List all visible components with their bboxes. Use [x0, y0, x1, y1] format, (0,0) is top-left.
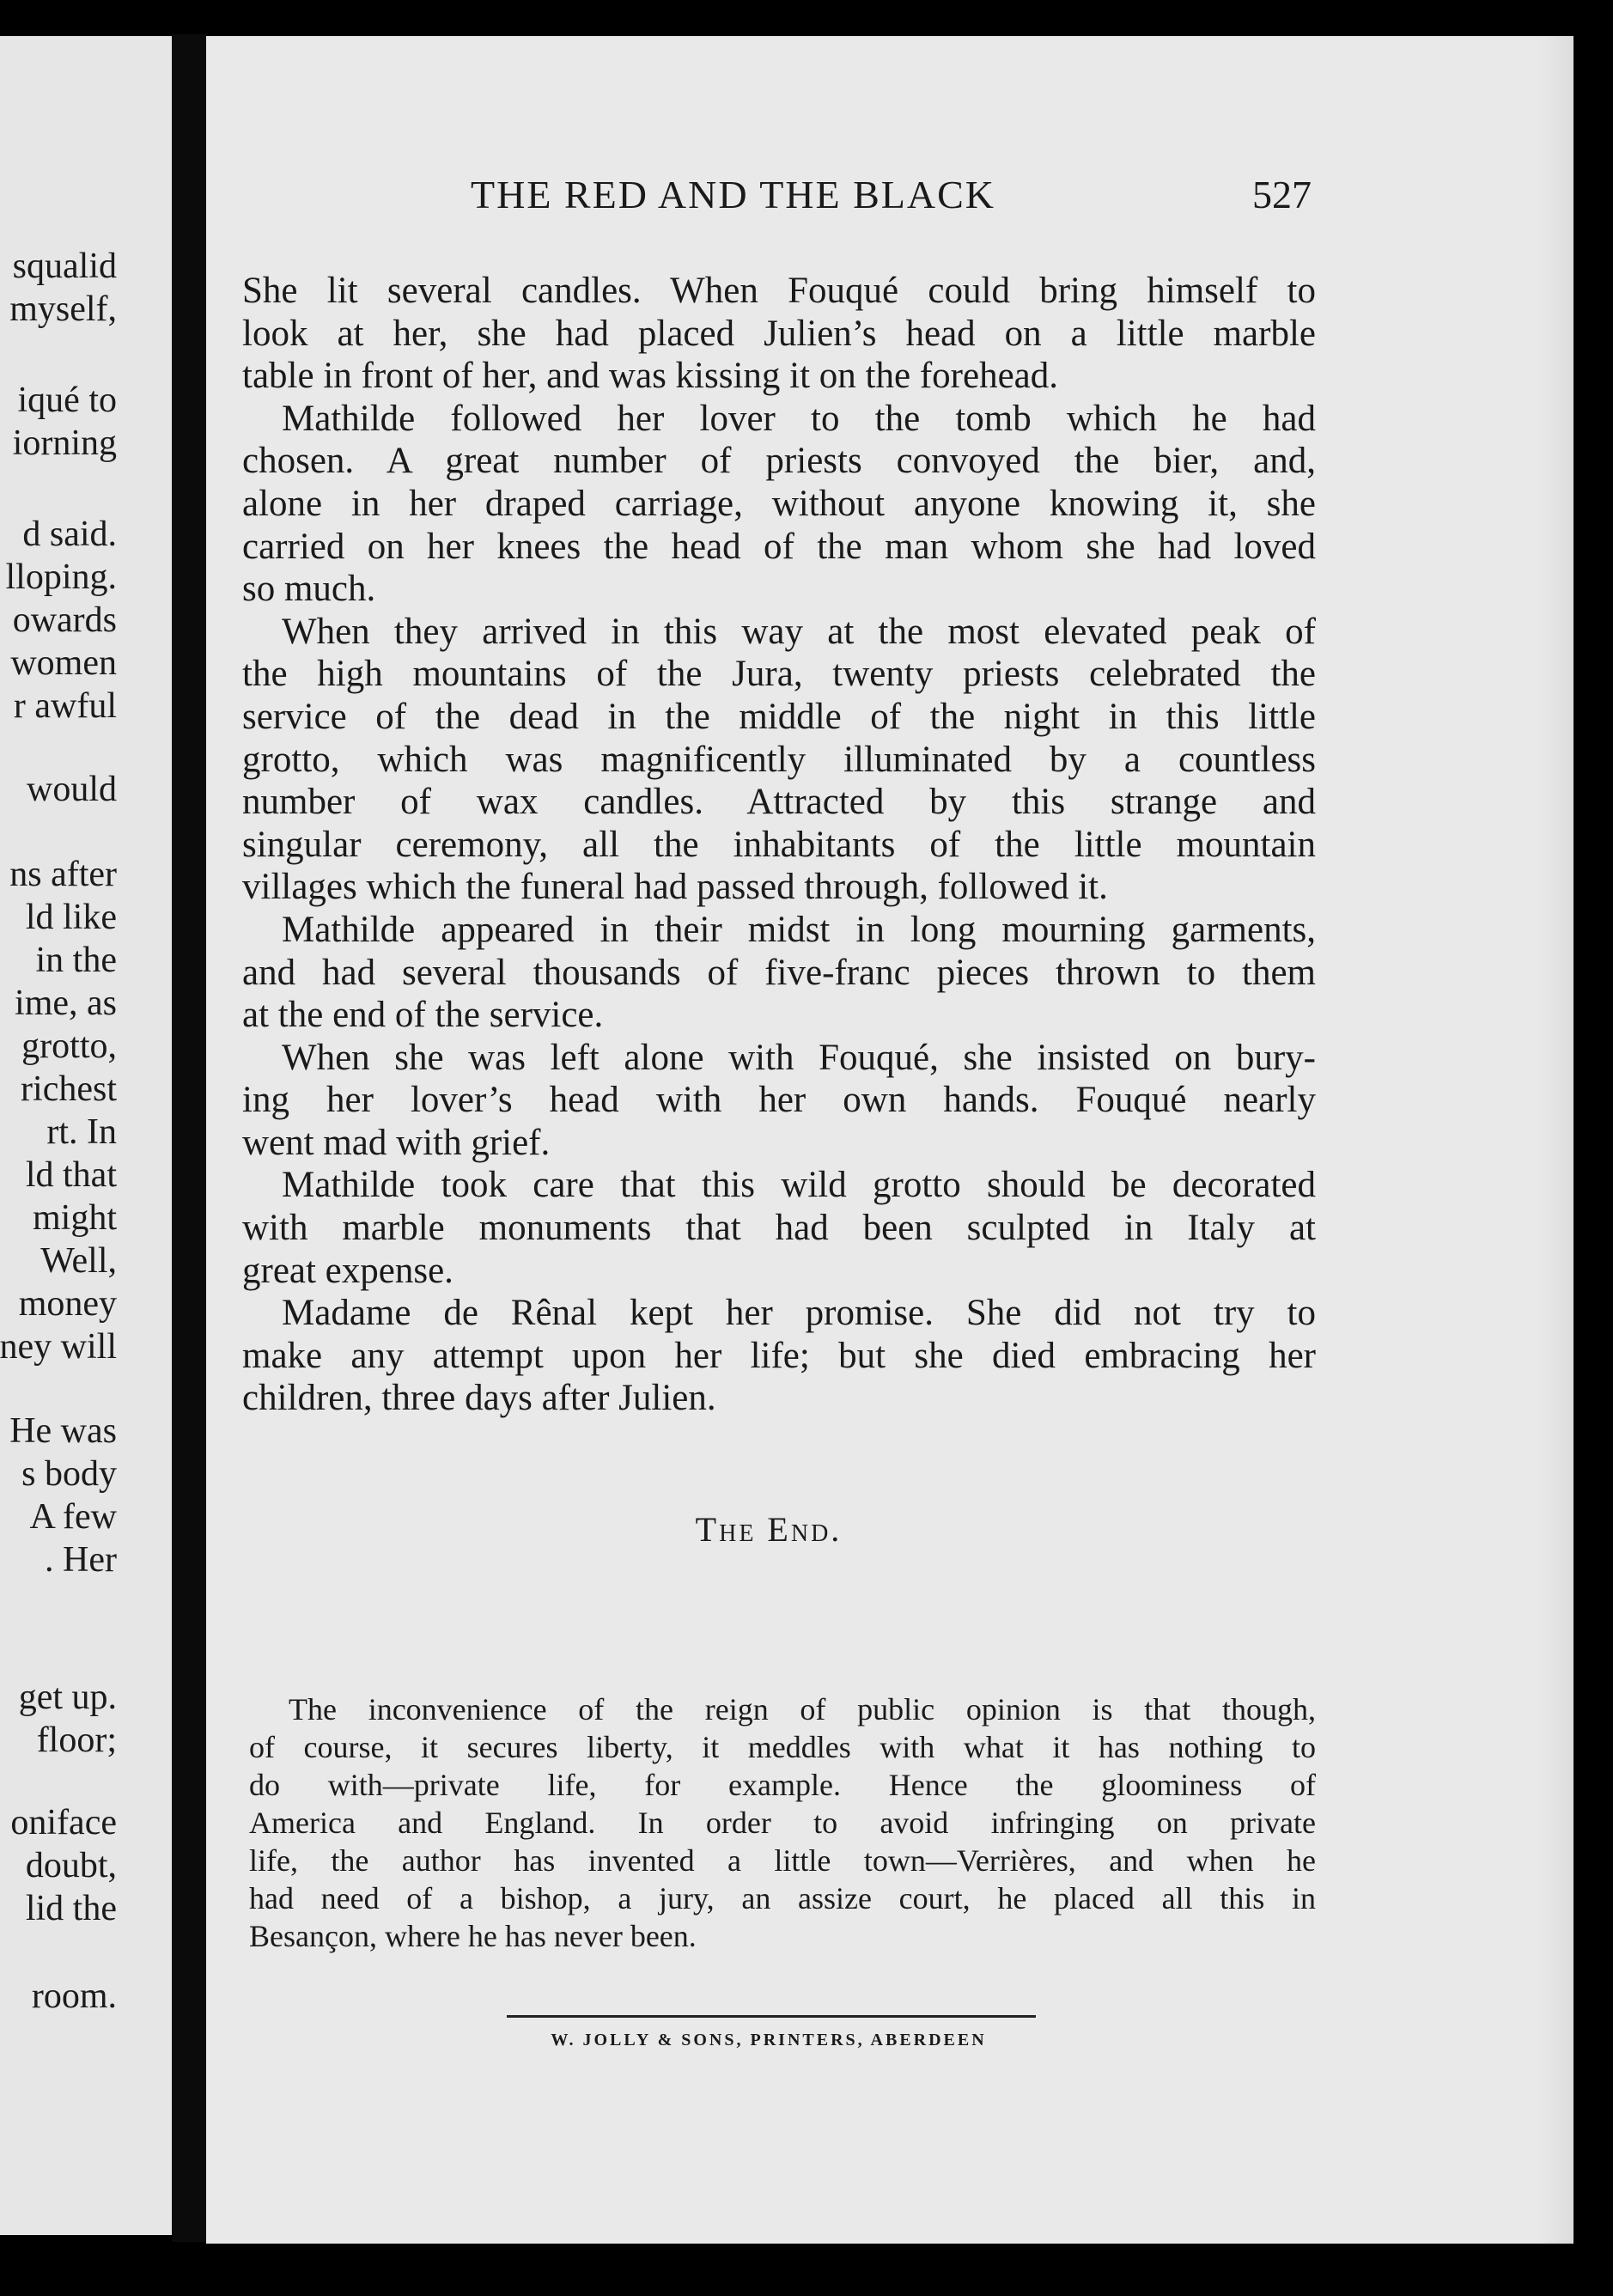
left-page-line: s body — [21, 1454, 117, 1494]
left-page-line: ld that — [25, 1155, 117, 1195]
text-line: Madame de Rênal kept her promise. She did not try to — [282, 1293, 1316, 1334]
paragraph — [242, 1037, 1316, 1165]
text-line: with marble monuments that had been sculpted in Italy at — [242, 1208, 1316, 1249]
text-line: number of wax candles. Attracted by this strange and — [242, 782, 1316, 823]
text-line: the high mountains of the Jura, twenty priests celebrated the — [242, 654, 1316, 695]
paragraph — [242, 398, 1316, 611]
left-page-line: A few — [29, 1497, 117, 1537]
left-page-line: doubt, — [25, 1846, 117, 1885]
left-page-line: ime, as — [15, 984, 117, 1023]
text-line: She lit several candles. When Fouqué could bring himself to — [242, 271, 1316, 311]
left-page-line: might — [32, 1198, 117, 1238]
left-page-line: squalid — [12, 247, 117, 286]
left-page-line: get up. — [18, 1678, 117, 1717]
left-page-line: money — [18, 1284, 117, 1324]
paragraph — [242, 1292, 1316, 1420]
text-line: When they arrived in this way at the most elevated peak of — [282, 611, 1316, 652]
text-line: Mathilde took care that this wild grotto should be decorated — [282, 1165, 1316, 1206]
page-number: 527 — [1252, 173, 1312, 216]
left-page-line: would — [27, 770, 117, 809]
left-page-line: d said. — [22, 515, 117, 554]
paragraph — [242, 611, 1316, 909]
left-page-line: richest — [21, 1069, 117, 1109]
left-page-line: lid the — [25, 1889, 117, 1928]
footnote-line: America and England. In order to avoid infringing on private — [249, 1806, 1316, 1840]
text-line: at the end of the service. — [242, 995, 604, 1036]
running-title: THE RED AND THE BLACK — [471, 173, 996, 216]
left-page-line: room. — [31, 1976, 117, 2016]
left-page-line: ns after — [9, 855, 117, 894]
paragraph — [242, 270, 1316, 398]
left-page-line: oniface — [10, 1803, 117, 1842]
text-line: singular ceremony, all the inhabitants of the little mountain — [242, 824, 1316, 865]
text-line: villages which the funeral had passed through, followed it. — [242, 867, 1108, 908]
left-page-line: floor; — [36, 1720, 117, 1760]
left-page-line: . Her — [45, 1540, 117, 1580]
footnote-line: had need of a bishop, a jury, an assize court, he placed all this in — [249, 1881, 1316, 1915]
footnote-line: The inconvenience of the reign of public opinion is that though, — [289, 1692, 1316, 1727]
text-line: so much. — [242, 569, 376, 610]
body-text — [242, 270, 1316, 1420]
text-line: and had several thousands of five-franc pieces thrown to them — [242, 952, 1316, 993]
text-line: service of the dead in the middle of the night in this little — [242, 696, 1316, 737]
left-page-line: owards — [12, 600, 117, 640]
left-page-line: He was — [9, 1411, 117, 1451]
left-page-line: ld like — [25, 898, 117, 937]
footnote-line: do with—private life, for example. Hence the gloominess of — [249, 1768, 1316, 1802]
footnote-line: life, the author has invented a little town—Verrières, and when he — [249, 1843, 1316, 1878]
right-page — [206, 36, 1573, 2244]
left-page-line: rt. In — [46, 1112, 117, 1152]
text-line: table in front of her, and was kissing it on the forehead. — [242, 356, 1058, 397]
text-line: make any attempt upon her life; but she died embracing her — [242, 1335, 1316, 1376]
text-line: children, three days after Julien. — [242, 1378, 716, 1419]
text-line: went mad with grief. — [242, 1122, 551, 1163]
text-line: Mathilde appeared in their midst in long mourning garments, — [282, 909, 1316, 950]
book-gutter — [172, 34, 206, 2242]
left-facing-page — [0, 36, 172, 2235]
text-line: When she was left alone with Fouqué, she insisted on bury- — [282, 1037, 1316, 1078]
printer-imprint: W. JOLLY & SONS, PRINTERS, ABERDEEN — [551, 2031, 987, 2049]
left-page-line: iqué to — [17, 381, 117, 420]
left-page-line: grotto, — [21, 1026, 117, 1066]
text-line: grotto, which was magnificently illuminated by a countless — [242, 739, 1316, 780]
page-edge-shading — [1539, 36, 1573, 2244]
text-line: chosen. A great number of priests convoyed the bier, and, — [242, 441, 1316, 482]
paragraph — [242, 909, 1316, 1037]
left-page-line: iorning — [12, 423, 117, 463]
text-line: Mathilde followed her lover to the tomb which he had — [282, 398, 1316, 439]
left-page-line: in the — [35, 941, 117, 980]
paragraph — [242, 1164, 1316, 1292]
printer-rule — [507, 2015, 1036, 2018]
left-page-line: r awful — [13, 686, 117, 726]
text-line: ing her lover’s head with her own hands. Fouqué nearly — [242, 1080, 1316, 1121]
footnote-line: Besançon, where he has never been. — [249, 1919, 697, 1953]
text-line: alone in her draped carriage, without anyone knowing it, she — [242, 483, 1316, 524]
left-page-line: myself, — [9, 289, 117, 329]
text-line: great expense. — [242, 1250, 453, 1291]
left-page-line: women — [10, 643, 117, 683]
the-end-heading: The End. — [695, 1510, 843, 1549]
left-page-line: lloping. — [5, 557, 117, 597]
text-line: carried on her knees the head of the man whom she had loved — [242, 526, 1316, 567]
text-line: look at her, she had placed Julien’s head on a little marble — [242, 313, 1316, 354]
left-page-line: Well, — [40, 1241, 117, 1281]
footnote-line: of course, it secures liberty, it meddles with what it has nothing to — [249, 1730, 1316, 1764]
left-page-line: ney will — [0, 1327, 117, 1367]
footnote — [249, 1690, 1316, 1955]
